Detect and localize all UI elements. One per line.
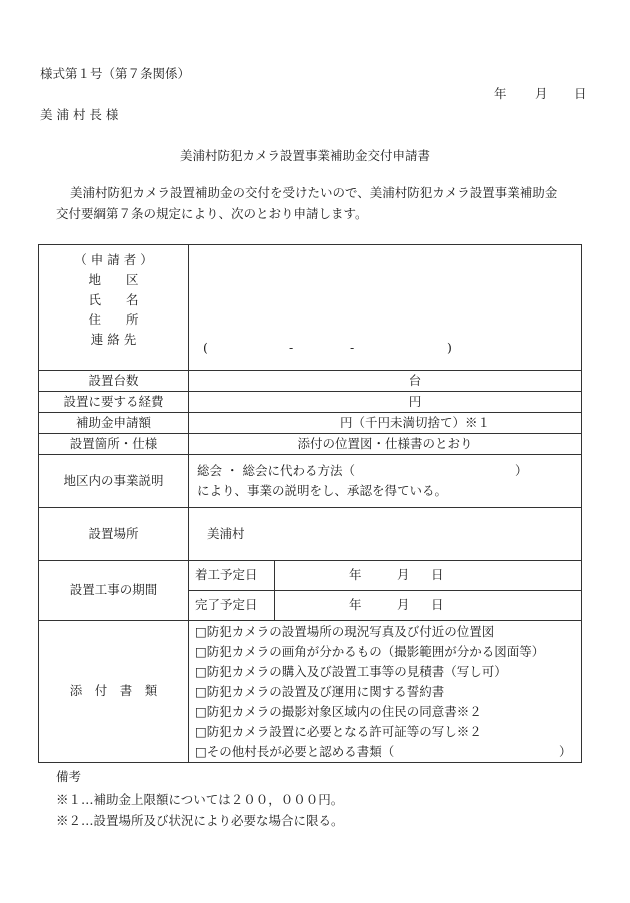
applicant-header: （ 申 請 者 ） (74, 252, 153, 267)
install-place-value[interactable]: 美浦村 (189, 508, 582, 561)
cost-row (39, 392, 582, 413)
address-label: 住 所 (88, 312, 139, 327)
attachment-item[interactable]: □防犯カメラ設置に必要となる許可証等の写し※２ (195, 724, 482, 739)
end-date-label: 完了予定日 (189, 591, 275, 621)
applicant-value-cell[interactable] (189, 245, 582, 371)
attachment-item[interactable]: □その他村長が必要と認める書類（ (195, 744, 395, 759)
phone-dash-2: - (350, 340, 355, 355)
subsidy-row (39, 413, 582, 434)
cost-unit[interactable]: 円 (189, 392, 582, 413)
location-spec-label: 設置箇所・仕様 (39, 434, 189, 455)
period-label: 設置工事の期間 (39, 561, 189, 621)
location-spec-value: 添付の位置図・仕様書のとおり (189, 434, 582, 455)
intro-line-2: 交付要綱第７条の規定により、次のとおり申請します。 (56, 206, 368, 221)
phone-dash-1: - (289, 340, 294, 355)
phone-close-paren: ) (447, 340, 452, 355)
explanation-value-cell[interactable] (189, 455, 582, 508)
applicant-row (39, 245, 582, 371)
intro-line-1: 美浦村防犯カメラ設置補助金の交付を受けたいので、美浦村防犯カメラ設置事業補助金 (70, 185, 558, 200)
period-start-row (39, 561, 582, 591)
install-place-row (39, 508, 582, 561)
attachments-label: 添 付 書 類 (39, 621, 189, 763)
attachment-item[interactable]: □防犯カメラの画角が分かるもの（撮影範囲が分かる図面等） (195, 644, 545, 659)
explanation-row (39, 455, 582, 508)
attachment-item[interactable]: □防犯カメラの撮影対象区域内の住民の同意書※２ (195, 704, 482, 719)
subsidy-value[interactable]: 円（千円未満切捨て）※１ (189, 413, 582, 434)
cost-label: 設置に要する経費 (39, 392, 189, 413)
date-year: 年 (494, 86, 507, 101)
explanation-line-2: により、事業の説明をし、承認を得ている。 (197, 483, 448, 498)
name-label: 氏 名 (88, 292, 139, 307)
camera-count-row (39, 371, 582, 392)
application-form-table (38, 244, 582, 763)
form-number: 様式第１号（第７条関係） (40, 66, 191, 81)
location-spec-row (39, 434, 582, 455)
end-month: 月 (397, 597, 410, 612)
explanation-close-paren: ） (515, 463, 528, 478)
subsidy-label: 補助金申請額 (39, 413, 189, 434)
attachments-row (39, 621, 582, 763)
start-day: 日 (431, 567, 444, 582)
attachments-list-cell (189, 621, 582, 763)
attachment-close-paren: ） (559, 744, 572, 759)
phone-open-paren: ( (203, 340, 208, 355)
start-date-label: 着工予定日 (189, 561, 275, 591)
document-title: 美浦村防犯カメラ設置事業補助金交付申請書 (180, 148, 431, 163)
explanation-label: 地区内の事業説明 (39, 455, 189, 508)
applicant-label-cell (39, 245, 189, 371)
install-place-label: 設置場所 (39, 508, 189, 561)
attachment-item[interactable]: □防犯カメラの設置及び運用に関する誓約書 (195, 684, 445, 699)
date-month: 月 (535, 86, 548, 101)
attachment-item[interactable]: □防犯カメラの購入及び設置工事等の見積書（写し可） (195, 664, 507, 679)
addressee: 美 浦 村 長 様 (40, 107, 119, 122)
start-month: 月 (397, 567, 410, 582)
end-year: 年 (349, 597, 362, 612)
end-date-value-cell[interactable] (275, 591, 582, 621)
date-day: 日 (574, 86, 587, 101)
end-day: 日 (431, 597, 444, 612)
explanation-method-option: 総会 ・ 総会に代わる方法（ (197, 463, 355, 478)
note-1: ※１…補助金上限額については２００，０００円。 (56, 792, 344, 807)
start-date-value-cell[interactable] (275, 561, 582, 591)
district-label: 地 区 (88, 272, 139, 287)
notes-heading: 備考 (56, 769, 82, 784)
contact-label: 連 絡 先 (90, 332, 137, 347)
start-year: 年 (349, 567, 362, 582)
camera-count-unit[interactable]: 台 (189, 371, 582, 392)
camera-count-label: 設置台数 (39, 371, 189, 392)
attachment-item[interactable]: □防犯カメラの設置場所の現況写真及び付近の位置図 (195, 624, 495, 639)
note-2: ※２…設置場所及び状況により必要な場合に限る。 (56, 813, 344, 828)
